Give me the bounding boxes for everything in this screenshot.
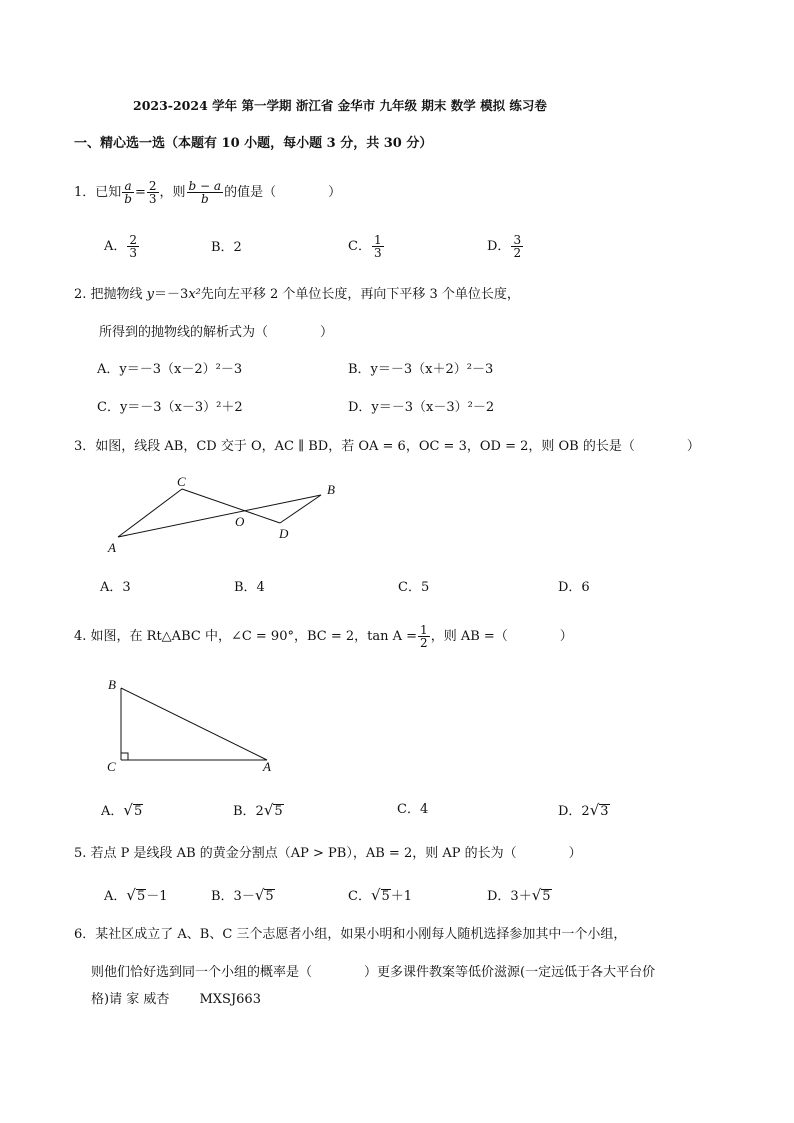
q3-label-o: O (235, 514, 245, 529)
q3-option-b[interactable]: B．4 (234, 580, 265, 595)
q5-option-c[interactable]: C．√5＋1 (348, 886, 413, 904)
q4-option-b[interactable]: B．2√5 (233, 801, 283, 819)
section-heading: 一、精心选一选（本题有 10 小题，每小题 3 分，共 30 分） (74, 136, 433, 151)
question-5: 5. 若点 P 是线段 AB 的黄金分割点（AP > PB），AB = 2，则 AP 的长为（ ） (74, 846, 582, 861)
q1-fraction-2-over-3: $\frac{2}{3}$ (148, 179, 157, 206)
question-6-line-2: 则他们恰好选到同一个小组的概率是（ ）更多课件教案等低价滋源(一定远低于各大平台价 (91, 965, 656, 980)
question-2-line-1: 2. 把抛物线 y＝－3x²先向左平移 2 个单位长度，再向下平移 3 个单位长度， (74, 287, 520, 302)
q4-option-a[interactable]: A．√5 (101, 801, 143, 819)
question-6-line-1: 6．某社区成立了 A、B、C 三个志愿者小组，如果小明和小刚每人随机选择参加其中一个小组， (74, 927, 627, 942)
q5-option-a[interactable]: A．√5－1 (104, 886, 168, 904)
question-2-line-2: 所得到的抛物线的解析式为（ ） (99, 325, 334, 340)
q4-option-c[interactable]: C．4 (397, 802, 429, 817)
q1-option-d[interactable]: D． $\frac{3}{2}$ (487, 233, 522, 260)
q1-option-a[interactable]: A． $\frac{2}{3}$ (104, 233, 138, 260)
q3-option-c[interactable]: C．5 (398, 580, 430, 595)
question-4: 4. 如图，在 Rt△ABC 中，∠C = 90°，BC = 2，tan A = $\frac{1}{2}$ ，则 AB =（ ） (74, 623, 573, 650)
question-6-line-3: 格)请 家 威杏 MXSJ663 (91, 992, 261, 1007)
q4-option-d[interactable]: D．2√3 (558, 801, 609, 819)
q3-label-b: B (327, 482, 335, 497)
q2-option-d[interactable]: D．y＝－3（x－3）²－2 (348, 400, 495, 415)
question-1 (74, 176, 341, 210)
q1-fraction-target: $\frac{b - a}{b}$ (188, 179, 222, 206)
page-title: 2023-2024 学年 第一学期 浙江省 金华市 九年级 期末 数学 模拟 练习卷 (133, 98, 547, 113)
q3-segment-ac (118, 489, 182, 537)
q5-option-b[interactable]: B．3－√5 (211, 886, 274, 904)
q1-equals: = (134, 185, 146, 200)
q3-segment-cd (182, 489, 280, 523)
q1-lead: 1．已知 (74, 185, 122, 200)
q4-label-a: A (263, 759, 271, 774)
q1-option-b[interactable]: B．2 (211, 240, 242, 255)
q3-label-a: A (108, 540, 116, 555)
q4-label-b: B (108, 677, 116, 692)
q3-option-a[interactable]: A．3 (100, 580, 131, 595)
q4-right-angle-mark (121, 753, 128, 760)
q2-option-a[interactable]: A．y＝－3（x－2）²－3 (97, 362, 243, 377)
q1-option-c[interactable]: C． $\frac{1}{3}$ (348, 233, 382, 260)
q4-figure-right-triangle (100, 675, 290, 780)
q4-label-c: C (107, 759, 116, 774)
q3-label-d: D (279, 526, 289, 541)
q1-middle: ，则 (159, 185, 186, 200)
q1-tail: 的值是（ ） (224, 185, 342, 200)
q5-option-d[interactable]: D．3＋√5 (487, 886, 551, 904)
q4-side-ab (121, 688, 267, 760)
q2-option-c[interactable]: C．y＝－3（x－3）²＋2 (97, 400, 243, 415)
q3-label-c: C (177, 474, 186, 489)
q2-option-b[interactable]: B．y＝－3（x＋2）²－3 (348, 362, 494, 377)
q1-fraction-a-over-b: $\frac{a}{b}$ (124, 179, 132, 206)
q3-figure-crossing-segments (100, 470, 360, 560)
question-3: 3．如图，线段 AB，CD 交于 O，AC ∥ BD，若 OA = 6，OC = 3，OD = 2，则 OB 的长是（ ） (74, 439, 700, 454)
q3-option-d[interactable]: D．6 (558, 580, 590, 595)
q4-fraction-1-over-2: $\frac{1}{2}$ (420, 623, 428, 650)
